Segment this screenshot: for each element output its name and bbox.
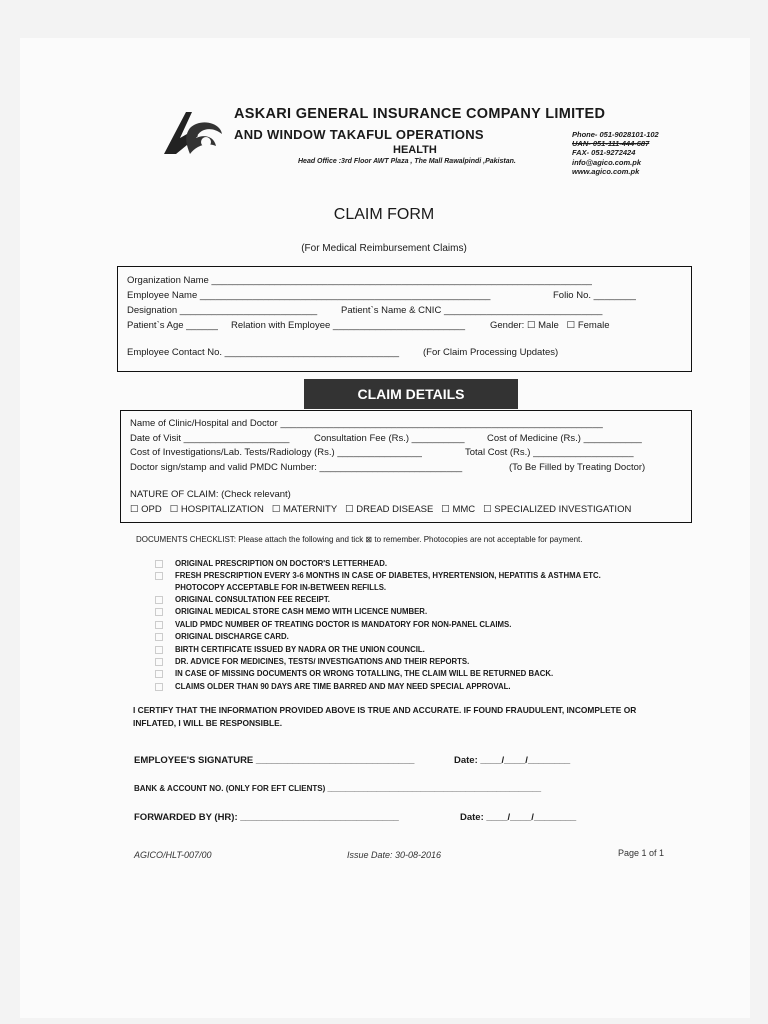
gender-label: Gender:	[490, 320, 525, 331]
checklist-item	[155, 669, 553, 678]
checklist-item-text: CLAIMS OLDER THAN 90 DAYS ARE TIME BARRED AND MAY NEED SPECIAL APPROVAL.	[175, 682, 511, 691]
contact-number-field[interactable]: Employee Contact No. _________________________________	[127, 347, 400, 358]
employee-name-field[interactable]: Employee Name _______________________________________________________	[127, 290, 491, 301]
bank-account-field[interactable]: BANK & ACCOUNT NO. (ONLY FOR EFT CLIENTS) ________________________________________________	[134, 784, 542, 793]
gender-male-label: Male	[538, 320, 559, 331]
employee-signature-field[interactable]: EMPLOYEE'S SIGNATURE ______________________________	[134, 755, 415, 766]
checklist-item	[155, 620, 511, 629]
checklist-item-text: IN CASE OF MISSING DOCUMENTS OR WRONG TOTALLING, THE CLAIM WILL BE RETURNED BACK.	[175, 669, 554, 678]
checklist-checkbox[interactable]	[155, 658, 163, 666]
checklist-item-text: DR. ADVICE FOR MEDICINES, TESTS/ INVESTIGATIONS AND THEIR REPORTS.	[175, 657, 470, 666]
checklist-checkbox[interactable]	[155, 608, 163, 616]
mmc-checkbox[interactable]: ☐	[441, 504, 450, 515]
maternity-checkbox[interactable]: ☐	[271, 504, 281, 515]
specialized-investigation-label: SPECIALIZED INVESTIGATION	[494, 504, 632, 515]
form-title: CLAIM FORM	[333, 206, 435, 223]
relation-field[interactable]: Relation with Employee _________________________	[231, 320, 465, 331]
head-office-address: Head Office :3rd Floor AWT Plaza , The Mall Rawalpindi ,Pakistan.	[298, 158, 516, 165]
email-address: info@agico.com.pk	[572, 157, 641, 167]
checklist-item	[155, 632, 289, 641]
checklist-checkbox[interactable]	[155, 560, 163, 568]
total-cost-field[interactable]: Total Cost (Rs.) ___________________	[465, 447, 634, 458]
contact-note: (For Claim Processing Updates)	[423, 347, 559, 358]
checklist-item	[155, 571, 601, 580]
checklist-item	[155, 559, 387, 568]
checklist-checkbox[interactable]	[155, 646, 163, 654]
claim-type-options	[130, 504, 631, 515]
checklist-item-text: PHOTOCOPY ACCEPTABLE FOR IN-BETWEEN REFILLS.	[175, 583, 387, 592]
consultation-fee-field[interactable]: Consultation Fee (Rs.) __________	[314, 433, 465, 444]
organization-name-field[interactable]: Organization Name ________________________________________________________________________	[127, 275, 592, 286]
department-label: HEALTH	[393, 144, 437, 156]
checklist-item-text: ORIGINAL MEDICAL STORE CASH MEMO WITH LICENCE NUMBER.	[175, 607, 428, 616]
page-number: Page 1 of 1	[618, 848, 665, 858]
clinic-field[interactable]: Name of Clinic/Hospital and Doctor _____________________________________________________________	[130, 418, 603, 429]
checklist-heading: DOCUMENTS CHECKLIST: Please attach the following and tick ⊠ to remember. Photocopies are not acceptable for payment.	[136, 535, 583, 544]
checklist-checkbox[interactable]	[155, 670, 163, 678]
checklist-checkbox[interactable]	[155, 572, 163, 580]
checklist-checkbox[interactable]	[155, 683, 163, 691]
folio-number-field[interactable]: Folio No. ________	[553, 290, 636, 301]
hospitalization-label: HOSPITALIZATION	[180, 504, 264, 515]
checklist-item	[155, 595, 330, 604]
checklist-item-text: BIRTH CERTIFICATE ISSUED BY NADRA OR THE UNION COUNCIL.	[175, 645, 425, 654]
designation-field[interactable]: Designation __________________________	[127, 305, 318, 316]
checklist-item-text: ORIGINAL PRESCRIPTION ON DOCTOR'S LETTERHEAD.	[175, 559, 388, 568]
website-url: www.agico.com.pk	[572, 166, 640, 176]
opd-label: OPD	[141, 504, 162, 515]
forwarded-by-field[interactable]: FORWARDED BY (HR): ______________________________	[134, 812, 399, 823]
checklist-checkbox[interactable]	[155, 596, 163, 604]
dread-disease-checkbox[interactable]: ☐	[345, 504, 354, 515]
opd-checkbox[interactable]: ☐	[130, 504, 139, 515]
doctor-sign-field[interactable]: Doctor sign/stamp and valid PMDC Number: ___________________________	[130, 462, 463, 473]
checklist-checkbox[interactable]	[155, 621, 163, 629]
checklist-item-text: ORIGINAL DISCHARGE CARD.	[175, 632, 289, 641]
issue-date: Issue Date: 30-08-2016	[347, 850, 442, 860]
visit-date-field[interactable]: Date of Visit ____________________	[130, 433, 290, 444]
checklist-item	[155, 607, 427, 616]
patient-age-field[interactable]: Patient`s Age ______	[127, 320, 218, 331]
forwarded-date-field[interactable]: Date: ____/____/________	[460, 812, 577, 823]
doctor-note: (To Be Filled by Treating Doctor)	[509, 462, 646, 473]
nature-of-claim-label: NATURE OF CLAIM: (Check relevant)	[130, 489, 291, 500]
contact-block	[572, 130, 659, 176]
patient-name-cnic-field[interactable]: Patient`s Name & CNIC ______________________________	[341, 305, 603, 316]
company-logo	[160, 108, 230, 158]
form-paper	[20, 38, 750, 1018]
gender-field	[490, 320, 610, 331]
checklist-item-continuation	[175, 583, 386, 592]
dread-disease-label: DREAD DISEASE	[356, 504, 434, 515]
mmc-label: MMC	[452, 504, 476, 515]
maternity-label: MATERNITY	[283, 504, 338, 515]
signature-date-field[interactable]: Date: ____/____/________	[454, 755, 571, 766]
checklist-item	[155, 657, 469, 666]
form-code: AGICO/HLT-007/00	[134, 850, 212, 860]
checklist-item-text: ORIGINAL CONSULTATION FEE RECEIPT.	[175, 595, 330, 604]
checklist-item	[155, 645, 425, 654]
company-name: ASKARI GENERAL INSURANCE COMPANY LIMITED	[234, 106, 606, 122]
checklist-item-text: FRESH PRESCRIPTION EVERY 3-6 MONTHS IN CASE OF DIABETES, HYRERTENSION, HEPATITIS & ASTHMA ETC.	[175, 571, 601, 580]
uan-number: UAN- 051-111-444-687	[572, 139, 650, 149]
company-name-line2: AND WINDOW TAKAFUL OPERATIONS	[234, 127, 484, 142]
claim-details-banner: CLAIM DETAILS	[304, 379, 518, 409]
phone-number: Phone- 051-9028101-102	[572, 130, 659, 139]
fax-number: FAX- 051-9272424	[572, 148, 636, 158]
checklist-item-text: VALID PMDC NUMBER OF TREATING DOCTOR IS MANDATORY FOR NON-PANEL CLAIMS.	[175, 620, 512, 629]
gender-male-checkbox[interactable]: ☐	[526, 320, 536, 331]
gender-female-label: Female	[577, 320, 610, 331]
checklist-item	[155, 682, 511, 691]
checklist-checkbox[interactable]	[155, 633, 163, 641]
specialized-investigation-checkbox[interactable]: ☐	[483, 504, 492, 515]
gender-female-checkbox[interactable]: ☐	[566, 320, 576, 331]
investigation-cost-field[interactable]: Cost of Investigations/Lab. Tests/Radiology (Rs.) ________________	[130, 447, 422, 458]
hospitalization-checkbox[interactable]: ☐	[169, 504, 179, 515]
form-subtitle: (For Medical Reimbursement Claims)	[301, 243, 467, 254]
certification-statement: I CERTIFY THAT THE INFORMATION PROVIDED ABOVE IS TRUE AND ACCURATE. IF FOUND FRAUDULENT, INCOMPLETE OR INFLATED, I WILL BE RESPONSIBLE.	[133, 705, 637, 728]
medicine-cost-field[interactable]: Cost of Medicine (Rs.) ___________	[487, 433, 642, 444]
